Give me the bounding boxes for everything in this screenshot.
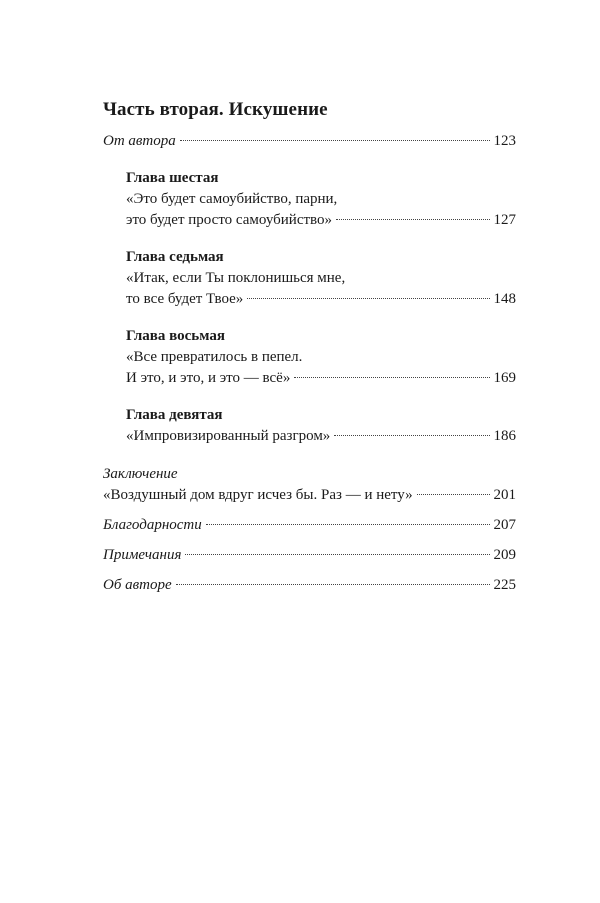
- dot-leader: [336, 219, 489, 220]
- chapter-subtitle-line: «Это будет самоубийство, парни,: [126, 191, 338, 207]
- toc-entry-conclusion[interactable]: [103, 464, 516, 506]
- dot-leader: [334, 435, 489, 436]
- toc-entry-foreword[interactable]: [103, 131, 516, 152]
- dot-leader: [176, 584, 490, 585]
- toc-chapter-6[interactable]: [126, 168, 516, 231]
- dot-leader: [247, 298, 489, 299]
- toc-page-number: 123: [493, 133, 516, 149]
- toc-entry-acknowledgements[interactable]: [103, 515, 516, 536]
- chapter-subtitle-line: «Итак, если Ты поклонишься мне,: [126, 270, 346, 286]
- chapter-subtitle-last-line: это будет просто самоубийство»: [126, 212, 333, 228]
- conclusion-subtitle: «Воздушный дом вдруг исчез бы. Раз — и нету»: [103, 487, 413, 503]
- toc-chapter-7[interactable]: [126, 247, 516, 310]
- toc-chapter-9[interactable]: [126, 405, 516, 447]
- chapter-title: Глава шестая: [126, 170, 219, 186]
- toc-page-number: 225: [493, 577, 516, 593]
- toc-page-number: 201: [493, 487, 516, 503]
- toc-entry-notes[interactable]: [103, 545, 516, 566]
- toc-page-number: 207: [493, 517, 516, 533]
- toc-page-number: 169: [493, 370, 516, 386]
- chapter-subtitle-last-line: «Импровизированный разгром»: [126, 428, 331, 444]
- chapter-subtitle-line: «Все превратилось в пепел.: [126, 349, 303, 365]
- toc-page-number: 127: [493, 212, 516, 228]
- toc-entry-about-author[interactable]: [103, 575, 516, 596]
- toc-entry-label: От автора: [103, 133, 176, 149]
- toc-page-number: 209: [493, 547, 516, 563]
- toc-page-number: 148: [493, 291, 516, 307]
- toc-entry-label: Примечания: [103, 547, 182, 563]
- chapter-title: Глава девятая: [126, 407, 223, 423]
- toc-entry-label: Благодарности: [103, 517, 202, 533]
- toc-entry-label: Об авторе: [103, 577, 172, 593]
- chapter-subtitle-last-line: то все будет Твое»: [126, 291, 244, 307]
- toc-chapter-8[interactable]: [126, 326, 516, 389]
- chapter-subtitle-last-line: И это, и это, и это — всё»: [126, 370, 291, 386]
- table-of-contents: [103, 98, 516, 596]
- toc-entry-label: Заключение: [103, 466, 178, 482]
- toc-page-number: 186: [493, 428, 516, 444]
- dot-leader: [417, 494, 490, 495]
- chapter-title: Глава седьмая: [126, 249, 224, 265]
- part-title: Часть вторая. Искушение: [103, 99, 328, 120]
- dot-leader: [206, 524, 490, 525]
- dot-leader: [294, 377, 489, 378]
- chapter-title: Глава восьмая: [126, 328, 225, 344]
- dot-leader: [180, 140, 490, 141]
- dot-leader: [185, 554, 489, 555]
